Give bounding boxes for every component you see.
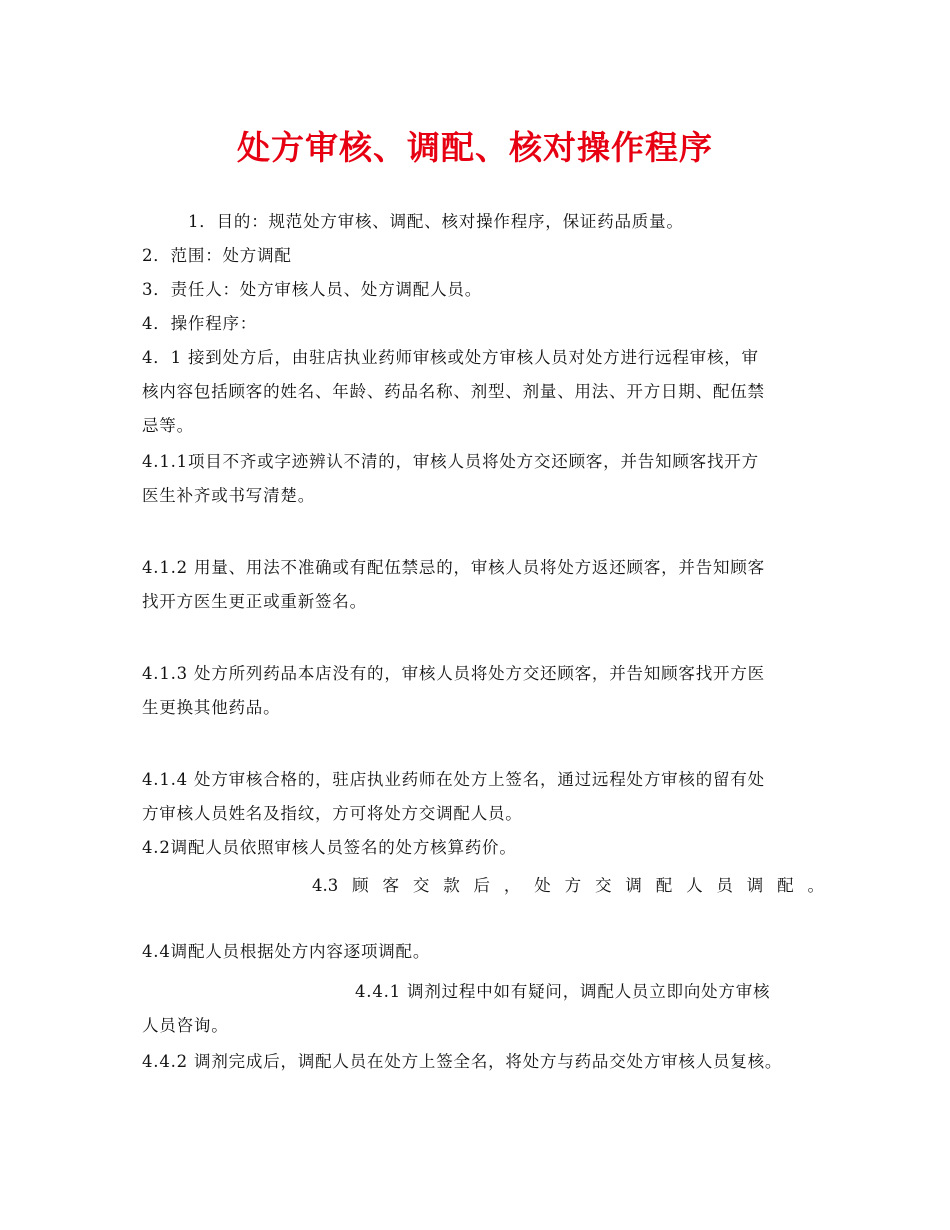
paragraph-line: 找开方医生更正或重新签名。 <box>142 592 367 611</box>
justified-glyph: 处 <box>534 876 551 895</box>
justified-glyph: 。 <box>807 876 824 895</box>
paragraph-line: 2．范围：处方调配 <box>142 246 292 265</box>
justified-glyph: 配 <box>777 876 794 895</box>
paragraph-line-justified <box>312 874 824 898</box>
paragraph-line: 核内容包括顾客的姓名、年龄、药品名称、剂型、剂量、用法、开方日期、配伍禁 <box>142 382 765 401</box>
paragraph-line: 3．责任人：处方审核人员、处方调配人员。 <box>142 280 482 299</box>
paragraph-line: 忌等。 <box>142 416 194 435</box>
paragraph-line: 4.1.2 用量、用法不准确或有配伍禁忌的，审核人员将处方返还顾客，并告知顾客 <box>142 558 765 577</box>
justified-glyph: 款 <box>443 876 460 895</box>
paragraph-line: 人员咨询。 <box>142 1016 229 1035</box>
paragraph-line: 4.2调配人员依照审核人员签名的处方核算药价。 <box>142 838 517 857</box>
paragraph-line: 4．操作程序： <box>142 314 258 333</box>
paragraph-line: 4.4.2 调剂完成后，调配人员在处方上签全名，将处方与药品交处方审核人员复核。 <box>142 1052 783 1071</box>
justified-glyph: 顾 <box>352 876 369 895</box>
paragraph-line: 4.4调配人员根据处方内容逐项调配。 <box>142 942 431 961</box>
paragraph-line: 4．1 接到处方后，由驻店执业药师审核或处方审核人员对处方进行远程审核，审 <box>142 348 759 367</box>
paragraph-line: 医生补齐或书写清楚。 <box>142 486 315 505</box>
paragraph-line: 生更换其他药品。 <box>142 698 281 717</box>
justified-glyph: 交 <box>594 876 612 895</box>
justified-glyph: 客 <box>382 876 399 895</box>
justified-glyph: 方 <box>564 876 582 895</box>
justified-glyph: 交 <box>412 876 430 895</box>
justified-glyph: 后 <box>473 876 491 895</box>
paragraph-line: 4.1.1项目不齐或字迹辨认不清的，审核人员将处方交还顾客，并告知顾客找开方 <box>142 452 759 471</box>
justified-glyph: 人 <box>686 876 703 895</box>
paragraph-line: 1．目的：规范处方审核、调配、核对操作程序，保证药品质量。 <box>188 212 684 231</box>
justified-glyph: 4.3 <box>312 876 339 895</box>
paragraph-line: 方审核人员姓名及指纹，方可将处方交调配人员。 <box>142 804 523 823</box>
justified-glyph: 员 <box>716 876 733 895</box>
justified-glyph: 配 <box>655 876 673 895</box>
paragraph-line: 4.1.3 处方所列药品本店没有的，审核人员将处方交还顾客，并告知顾客找开方医 <box>142 664 765 683</box>
paragraph-line: 4.1.4 处方审核合格的，驻店执业药师在处方上签名，通过远程处方审核的留有处 <box>142 770 765 789</box>
justified-glyph: ， <box>503 876 521 895</box>
paragraph-line: 4.4.1 调剂过程中如有疑问，调配人员立即向处方审核 <box>355 982 771 1001</box>
justified-glyph: 调 <box>746 876 764 895</box>
document-title: 处方审核、调配、核对操作程序 <box>237 128 713 167</box>
justified-glyph: 调 <box>625 876 642 895</box>
